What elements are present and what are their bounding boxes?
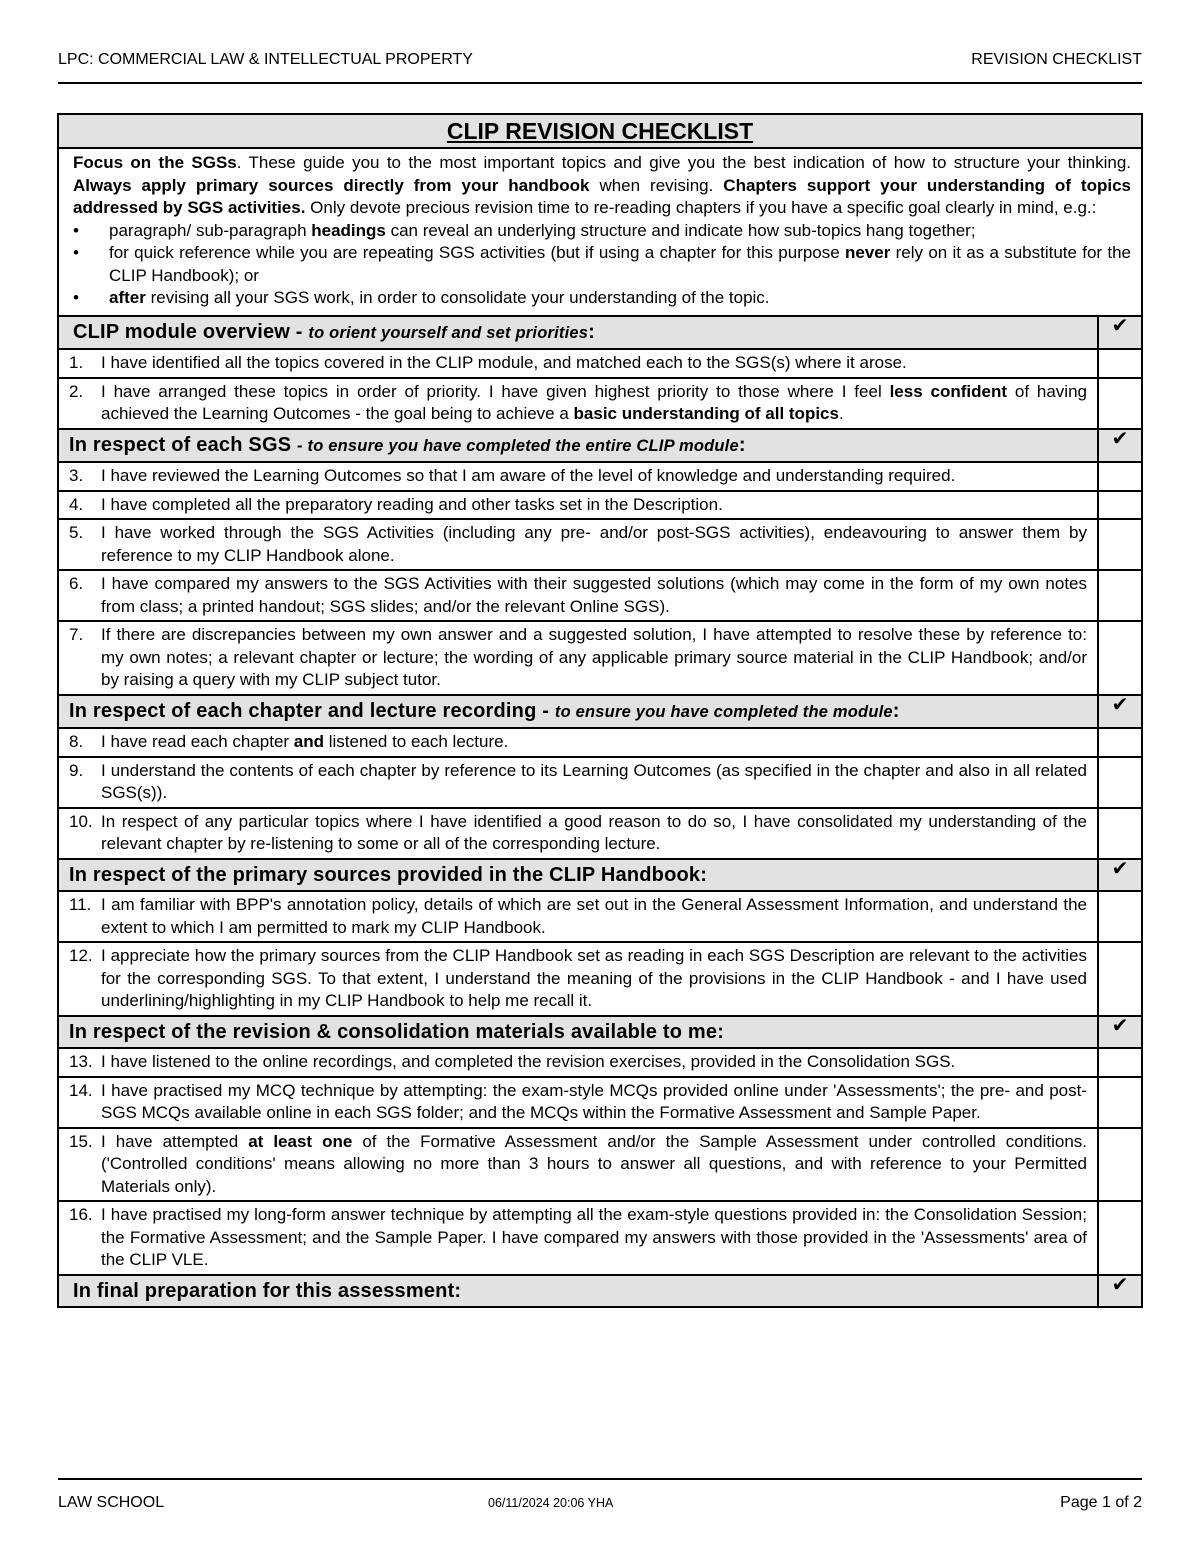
section-header-each-sgs	[58, 429, 1142, 463]
checkbox-cell[interactable]	[1098, 891, 1142, 942]
intro-bullet: • paragraph/ sub-paragraph headings can reveal an underlying structure and indicate how sub-topics hang together;	[73, 220, 1131, 243]
section-title: In final preparation for this assessment:	[58, 1275, 1098, 1308]
page-footer	[58, 1478, 1142, 1511]
item-text: I have listened to the online recordings, and completed the revision exercises, provided in the Consolidation SGS.	[101, 1052, 956, 1071]
checkbox-cell[interactable]	[1098, 1128, 1142, 1202]
checkbox-cell[interactable]	[1098, 1048, 1142, 1077]
check-icon: ✔	[1098, 1275, 1142, 1308]
check-icon: ✔	[1098, 316, 1142, 350]
item-text: I understand the contents of each chapter by reference to its Learning Outcomes (as specified in the chapter and also in all related SGS(s)).	[101, 760, 1087, 802]
checklist-item	[58, 808, 1142, 859]
section-header-module-overview	[58, 316, 1142, 350]
footer-school: LAW SCHOOL	[58, 1494, 165, 1511]
item-number: 1.	[69, 353, 84, 372]
intro-text-1: . These guide you to the most important topics and give you the best indication of how to structure your thinking.	[236, 153, 1131, 172]
intro-bullet-list	[73, 220, 1131, 310]
intro-bold-primary: Always apply primary sources directly from your handbook	[73, 175, 590, 195]
checkbox-cell[interactable]	[1098, 757, 1142, 808]
checklist-item	[58, 621, 1142, 695]
item-text: I have attempted at least one of the Formative Assessment and/or the Sample Assessment under controlled conditions. ('Controlled conditions' means allowing no more than 3 hours to answer all questions, and with reference to your Permitted Materials only).	[101, 1131, 1087, 1196]
footer-page-number: Page 1 of 2	[1060, 1494, 1142, 1511]
item-text: I have arranged these topics in order of priority. I have given highest priority to those where I feel less confident of having achieved the Learning Outcomes - the goal being to achieve a basic understanding of all topics.	[101, 381, 1087, 423]
checklist-item	[58, 728, 1142, 757]
item-text: I have compared my answers to the SGS Activities with their suggested solutions (which may come in the form of my own notes from class; a printed handout; SGS slides; and/or the relevant Online SGS).	[101, 574, 1087, 616]
checklist-item	[58, 378, 1142, 429]
item-number: 4.	[69, 494, 84, 514]
item-number: 13.	[69, 1052, 93, 1071]
check-icon: ✔	[1098, 429, 1142, 463]
intro-bullet: • for quick reference while you are repeating SGS activities (but if using a chapter for this purpose never rely on it as a substitute for the CLIP Handbook); or	[73, 243, 1132, 285]
checklist-item	[58, 891, 1142, 942]
checkbox-cell[interactable]	[1098, 462, 1142, 491]
checkbox-cell[interactable]	[1098, 621, 1142, 695]
checklist-title: CLIP REVISION CHECKLIST	[58, 114, 1142, 148]
intro-bold-chapters: Chapters support your understanding of topics addressed by SGS activities.	[73, 175, 1131, 217]
item-number: 10.	[69, 811, 93, 831]
section-header-revision-materials	[58, 1016, 1142, 1049]
item-number: 8.	[69, 732, 84, 751]
item-number: 11.	[69, 895, 92, 914]
intro-row	[58, 148, 1142, 316]
item-text: I have identified all the topics covered in the CLIP module, and matched each to the SGS(s) where it arose.	[101, 353, 907, 372]
checklist-item	[58, 1201, 1142, 1275]
checklist-item	[58, 1128, 1142, 1202]
bullet-icon: •	[73, 288, 79, 307]
item-number: 3.	[69, 466, 84, 485]
checklist-item	[58, 942, 1142, 1016]
item-text: I have practised my long-form answer technique by attempting all the exam-style questions provided in: the Consolidation Session; the Formative Assessment; and the Sample Paper. I have compared my answers with those provided in the 'Assessments' area of the CLIP VLE.	[101, 1205, 1087, 1269]
section-title: CLIP module overview - to orient yourself and set priorities:	[58, 316, 1098, 350]
header-document-type: REVISION CHECKLIST	[971, 51, 1142, 68]
checkbox-cell[interactable]	[1098, 570, 1142, 621]
checklist-item	[58, 519, 1142, 570]
intro-text-2: when revising.	[589, 175, 724, 195]
intro-bullet: • after revising all your SGS work, in order to consolidate your understanding of the topic.	[73, 287, 1131, 310]
check-icon: ✔	[1098, 695, 1142, 729]
item-text: I have practised my MCQ technique by attempting: the exam-style MCQs provided online under 'Assessments'; the pre- and post-SGS MCQs available online in each SGS folder; and the MCQs within the Formative Assessment and Sample Paper.	[101, 1080, 1087, 1122]
checkbox-cell[interactable]	[1098, 519, 1142, 570]
item-number: 2.	[69, 381, 84, 401]
bullet-icon: •	[73, 243, 79, 262]
intro-text	[58, 148, 1142, 316]
item-number: 12.	[69, 946, 93, 965]
item-text: I appreciate how the primary sources from the CLIP Handbook set as reading in each SGS Description are relevant to the activities for the corresponding SGS. To that extent, I understand the meaning of the provisions in the CLIP Handbook - and I have used underlining/highlighting in my CLIP Handbook to help me recall it.	[101, 946, 1087, 1010]
item-text: If there are discrepancies between my own answer and a suggested solution, I have attempted to resolve these by reference to: my own notes; a relevant chapter or lecture; the wording of any applicable primary source material in the CLIP Handbook; and/or by raising a query with my CLIP subject tutor.	[101, 625, 1087, 689]
item-number: 15.	[69, 1131, 93, 1151]
item-text: I am familiar with BPP's annotation policy, details of which are set out in the General Assessment Information, and understand the extent to which I am permitted to mark my CLIP Handbook.	[101, 895, 1087, 937]
check-icon: ✔	[1098, 1016, 1142, 1049]
checkbox-cell[interactable]	[1098, 728, 1142, 757]
revision-checklist-table	[57, 113, 1143, 1308]
item-number: 6.	[69, 574, 84, 593]
section-title: In respect of each chapter and lecture recording - to ensure you have completed the module:	[58, 695, 1098, 729]
item-number: 7.	[69, 625, 84, 644]
footer-timestamp: 06/11/2024 20:06 YHA	[488, 1496, 614, 1510]
item-number: 14.	[69, 1080, 93, 1100]
checklist-item	[58, 349, 1142, 378]
item-text: I have completed all the preparatory reading and other tasks set in the Description.	[101, 494, 723, 514]
item-number: 9.	[69, 760, 84, 780]
intro-text-3: Only devote precious revision time to re-reading chapters if you have a specific goal clearly in mind, e.g.:	[305, 198, 1097, 217]
checklist-item	[58, 1048, 1142, 1077]
section-header-primary-sources	[58, 859, 1142, 892]
checkbox-cell[interactable]	[1098, 349, 1142, 378]
item-text: In respect of any particular topics where I have identified a good reason to do so, I have consolidated my understanding of the relevant chapter by re-listening to some or all of the corresponding lecture.	[101, 811, 1087, 853]
title-row	[58, 114, 1142, 148]
item-number: 5.	[69, 523, 84, 542]
checkbox-cell[interactable]	[1098, 1201, 1142, 1275]
item-text: I have reviewed the Learning Outcomes so that I am aware of the level of knowledge and understanding required.	[101, 466, 956, 485]
header-course-title: LPC: COMMERCIAL LAW & INTELLECTUAL PROPERTY	[58, 51, 473, 68]
checkbox-cell[interactable]	[1098, 491, 1142, 520]
bullet-icon: •	[73, 220, 79, 240]
checkbox-cell[interactable]	[1098, 1077, 1142, 1128]
checkbox-cell[interactable]	[1098, 808, 1142, 859]
item-text: I have read each chapter and listened to each lecture.	[101, 732, 509, 751]
checklist-item	[58, 1077, 1142, 1128]
check-icon: ✔	[1098, 859, 1142, 892]
checklist-item	[58, 462, 1142, 491]
section-title: In respect of the primary sources provided in the CLIP Handbook:	[58, 859, 1098, 892]
checklist-item	[58, 757, 1142, 808]
checklist-item	[58, 570, 1142, 621]
intro-bold-sgs: Focus on the SGSs	[73, 153, 237, 172]
item-number: 16.	[69, 1205, 93, 1224]
checklist-item	[58, 491, 1142, 520]
page-header	[58, 48, 1142, 84]
checkbox-cell[interactable]	[1098, 942, 1142, 1016]
item-text: I have worked through the SGS Activities (including any pre- and/or post-SGS activities), endeavouring to answer them by reference to my CLIP Handbook alone.	[101, 523, 1087, 565]
section-header-final-preparation	[58, 1275, 1142, 1308]
section-title: In respect of the revision & consolidation materials available to me:	[58, 1016, 1098, 1049]
section-header-chapters-lectures	[58, 695, 1142, 729]
checkbox-cell[interactable]	[1098, 378, 1142, 429]
section-title: In respect of each SGS - to ensure you have completed the entire CLIP module:	[58, 429, 1098, 463]
